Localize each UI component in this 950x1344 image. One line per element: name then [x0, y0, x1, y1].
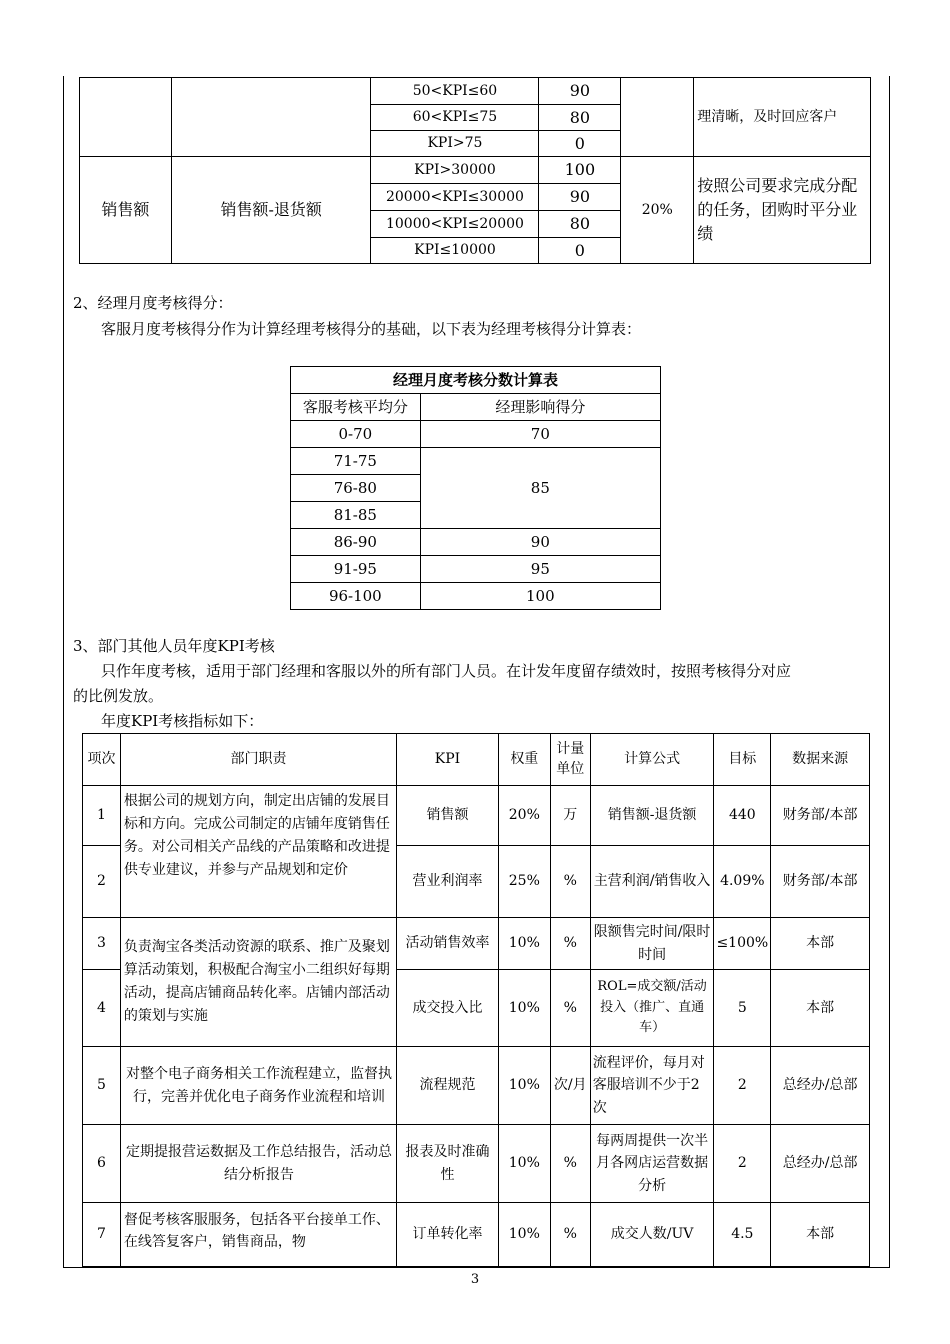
section-2-heading: 2、经理月度考核得分： [73, 294, 233, 312]
row-weight: 25% [498, 846, 550, 918]
kpi-range: 10000<KPI≤20000 [371, 211, 539, 238]
row-formula: 每两周提供一次半月各网店运营数据分析 [590, 1125, 714, 1203]
row-kpi: 营业利润率 [397, 846, 499, 918]
kpi-score: 80 [539, 105, 621, 131]
indicator-name: 销售额 [80, 157, 172, 264]
row-source: 本部 [771, 918, 870, 970]
row-unit: % [550, 1203, 590, 1267]
row-no: 1 [83, 786, 121, 846]
annual-kpi-table [82, 733, 870, 1267]
duty-text: 督促考核客服服务，包括各平台接单工作、在线答复客户，销售商品，物 [120, 1203, 396, 1267]
kpi-score: 80 [539, 211, 621, 238]
header-duty: 部门职责 [120, 734, 396, 786]
row-weight: 20% [498, 786, 550, 846]
kpi-score: 0 [539, 131, 621, 157]
kpi-score: 100 [539, 157, 621, 184]
avg-range: 91-95 [291, 556, 421, 583]
header-target: 目标 [714, 734, 771, 786]
row-target: 4.5 [714, 1203, 771, 1267]
avg-range: 0-70 [291, 421, 421, 448]
duty-text: 定期提报营运数据及工作总结报告，活动总结分析报告 [120, 1125, 396, 1203]
row-unit: 次/月 [550, 1047, 590, 1125]
row-formula: 限额售完时间/限时时间 [590, 918, 714, 970]
kpi-range: 60<KPI≤75 [371, 105, 539, 131]
row-unit: % [550, 918, 590, 970]
kpi-table-continued [79, 77, 871, 264]
row-source: 本部 [771, 1203, 870, 1267]
kpi-range: KPI>75 [371, 131, 539, 157]
kpi-range: 50<KPI≤60 [371, 78, 539, 105]
empty-cell [171, 78, 371, 157]
row-target: 5 [714, 970, 771, 1047]
row-formula: 主营利润/销售收入 [590, 846, 714, 918]
kpi-score: 90 [539, 78, 621, 105]
row-kpi: 销售额 [397, 786, 499, 846]
empty-cell [80, 78, 172, 157]
kpi-range: KPI>30000 [371, 157, 539, 184]
row-no: 3 [83, 918, 121, 970]
row-kpi: 报表及时准确性 [397, 1125, 499, 1203]
row-no: 2 [83, 846, 121, 918]
row-target: ≤100% [714, 918, 771, 970]
table-title: 经理月度考核分数计算表 [291, 367, 661, 394]
weight: 20% [621, 157, 694, 264]
header-unit: 计量单位 [550, 734, 590, 786]
section-3-body-3: 年度KPI考核指标如下： [101, 712, 264, 730]
row-no: 7 [83, 1203, 121, 1267]
row-target: 2 [714, 1047, 771, 1125]
row-source: 本部 [771, 970, 870, 1047]
row-unit: % [550, 1125, 590, 1203]
row-formula: 流程评价，每月对客服培训不少于2次 [590, 1047, 714, 1125]
remark: 理清晰，及时回应客户 [694, 78, 871, 157]
manager-score: 90 [420, 529, 660, 556]
kpi-score: 90 [539, 184, 621, 211]
avg-range: 76-80 [291, 475, 421, 502]
header-source: 数据来源 [771, 734, 870, 786]
column-header: 客服考核平均分 [291, 394, 421, 421]
row-source: 总经办/总部 [771, 1047, 870, 1125]
row-weight: 10% [498, 1047, 550, 1125]
section-3-heading: 3、部门其他人员年度KPI考核 [73, 637, 275, 655]
row-target: 2 [714, 1125, 771, 1203]
avg-range: 71-75 [291, 448, 421, 475]
row-formula: 成交人数/UV [590, 1203, 714, 1267]
header-kpi: KPI [397, 734, 499, 786]
kpi-score: 0 [539, 238, 621, 264]
manager-score: 95 [420, 556, 660, 583]
section-3-body-1: 只作年度考核，适用于部门经理和客服以外的所有部门人员。在计发年度留存绩效时，按照考核得分对应 [101, 662, 792, 680]
section-2-body: 客服月度考核得分作为计算经理考核得分的基础，以下表为经理考核得分计算表： [101, 320, 642, 338]
row-target: 440 [714, 786, 771, 846]
avg-range: 86-90 [291, 529, 421, 556]
column-header: 经理影响得分 [420, 394, 660, 421]
manager-score-table [290, 366, 661, 610]
row-no: 4 [83, 970, 121, 1047]
duty-text: 根据公司的规划方向，制定出店铺的发展目标和方向。完成公司制定的店铺年度销售任务。对公司相关产品线的产品策略和改进提供专业建议，并参与产品规划和定价 [120, 786, 396, 918]
row-formula: ROL=成交额/活动投入（推广、直通车） [590, 970, 714, 1047]
duty-text: 对整个电子商务相关工作流程建立，监督执行，完善并优化电子商务作业流程和培训 [120, 1047, 396, 1125]
header-no: 项次 [83, 734, 121, 786]
row-weight: 10% [498, 918, 550, 970]
page-number: 3 [470, 1272, 480, 1287]
row-unit: % [550, 846, 590, 918]
row-source: 总经办/总部 [771, 1125, 870, 1203]
row-kpi: 流程规范 [397, 1047, 499, 1125]
manager-score: 100 [420, 583, 660, 610]
kpi-range: KPI≤10000 [371, 238, 539, 264]
empty-cell [621, 78, 694, 157]
row-source: 财务部/本部 [771, 786, 870, 846]
row-source: 财务部/本部 [771, 846, 870, 918]
avg-range: 96-100 [291, 583, 421, 610]
row-unit: % [550, 970, 590, 1047]
header-formula: 计算公式 [590, 734, 714, 786]
section-3-body-2: 的比例发放。 [73, 687, 164, 705]
row-target: 4.09% [714, 846, 771, 918]
row-kpi: 成交投入比 [397, 970, 499, 1047]
indicator-formula: 销售额-退货额 [171, 157, 371, 264]
row-kpi: 订单转化率 [397, 1203, 499, 1267]
header-weight: 权重 [498, 734, 550, 786]
row-no: 5 [83, 1047, 121, 1125]
row-kpi: 活动销售效率 [397, 918, 499, 970]
row-weight: 10% [498, 1125, 550, 1203]
kpi-range: 20000<KPI≤30000 [371, 184, 539, 211]
row-formula: 销售额-退货额 [590, 786, 714, 846]
manager-score: 85 [420, 448, 660, 529]
row-weight: 10% [498, 1203, 550, 1267]
avg-range: 81-85 [291, 502, 421, 529]
row-weight: 10% [498, 970, 550, 1047]
row-no: 6 [83, 1125, 121, 1203]
duty-text: 负责淘宝各类活动资源的联系、推广及聚划算活动策划，积极配合淘宝小二组织好每期活动，提高店铺商品转化率。店铺内部活动的策划与实施 [120, 918, 396, 1047]
row-unit: 万 [550, 786, 590, 846]
remark: 按照公司要求完成分配的任务，团购时平分业绩 [694, 157, 871, 264]
manager-score: 70 [420, 421, 660, 448]
